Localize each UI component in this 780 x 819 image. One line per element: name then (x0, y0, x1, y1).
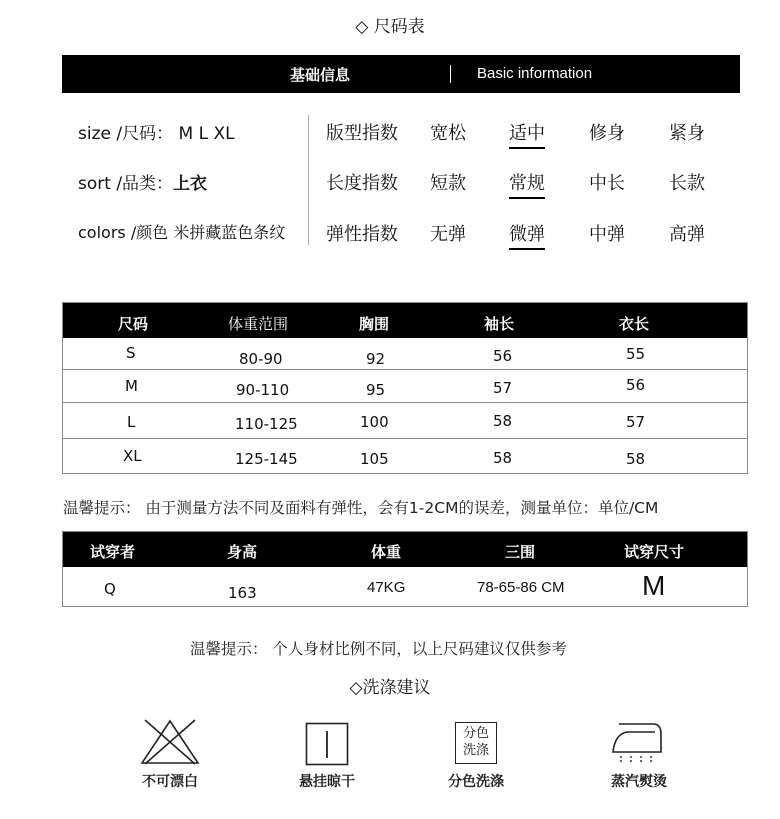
length-option-mid: 中长 (589, 173, 625, 194)
basic-info-bar (62, 55, 740, 93)
reference-note: 温馨提示： 个人身材比例不同，以上尺码建议仅供参考 (190, 640, 567, 658)
table-cell: 110-125 (235, 415, 298, 433)
sort-label: sort /品类： (78, 174, 174, 194)
model-measurements: 78-65-86 CM (477, 579, 565, 596)
model-table-header (63, 532, 747, 567)
model-height: 163 (228, 584, 257, 602)
size-table-header (63, 303, 747, 338)
table-cell: 58 (626, 450, 646, 468)
basic-info-en: Basic information (477, 65, 593, 82)
header-size: 尺码 (118, 315, 149, 333)
stretch-option-high: 高弹 (669, 224, 705, 245)
model-name: Q (104, 580, 116, 598)
table-cell: 56 (626, 376, 646, 394)
header-length: 衣长 (619, 315, 650, 333)
table-cell: 57 (626, 413, 646, 431)
model-fit-size: M (642, 570, 666, 601)
care-label-no-bleach: 不可漂白 (142, 774, 198, 790)
table-cell: 90-110 (236, 381, 290, 399)
length-option-long: 长款 (669, 173, 705, 194)
table-cell: 100 (360, 413, 389, 431)
hang-dry-icon (305, 722, 349, 766)
table-cell: 105 (360, 450, 389, 468)
header-weight-range: 体重范围 (228, 315, 289, 333)
header-measurements: 三围 (505, 543, 536, 561)
fit-option-slim: 修身 (589, 123, 625, 144)
sort-info (78, 169, 207, 194)
colors-info: colors /颜色 米拼藏蓝色条纹 (78, 223, 286, 242)
fit-option-regular-selected: 适中 (509, 119, 545, 149)
stretch-option-medium: 中弹 (589, 224, 625, 245)
header-height: 身高 (227, 543, 258, 561)
length-option-short: 短款 (430, 173, 466, 194)
row-divider (63, 402, 747, 403)
measurement-note: 温馨提示： 由于测量方法不同及面料有弹性，会有1-2CM的误差，测量单位：单位/CM (63, 499, 659, 517)
row-divider (63, 438, 747, 439)
steam-iron-icon (609, 716, 667, 768)
wash-separately-icon (455, 722, 497, 764)
table-cell: 80-90 (239, 350, 283, 368)
table-cell: 125-145 (235, 450, 298, 468)
table-cell: S (126, 344, 136, 362)
table-cell: 58 (493, 412, 513, 430)
table-cell: M (125, 377, 138, 395)
basic-info-cn: 基础信息 (290, 66, 351, 84)
length-index-label: 长度指数 (326, 173, 398, 194)
table-cell: 58 (493, 449, 513, 467)
care-label-hang-dry: 悬挂晾干 (299, 774, 355, 790)
table-cell: 95 (366, 381, 386, 399)
icon-text-line: 分色 (462, 726, 489, 741)
model-table (62, 531, 748, 607)
care-label-steam-iron: 蒸汽熨烫 (611, 774, 667, 790)
stretch-index-label: 弹性指数 (326, 224, 398, 245)
model-weight: 47KG (367, 579, 406, 596)
fit-option-loose: 宽松 (430, 123, 466, 144)
stretch-option-none: 无弹 (430, 224, 466, 245)
wash-title: ◇洗涤建议 (349, 678, 431, 698)
table-cell: XL (123, 447, 142, 465)
info-divider (308, 115, 309, 245)
row-divider (63, 369, 747, 370)
table-cell: 55 (626, 345, 646, 363)
header-model: 试穿者 (90, 543, 136, 561)
fit-option-tight: 紧身 (669, 123, 705, 144)
sort-value: 上衣 (173, 174, 208, 194)
no-bleach-icon (139, 718, 201, 766)
length-option-regular-selected: 常规 (509, 169, 545, 199)
page-title: ◇ 尺码表 (355, 17, 425, 37)
icon-text-line: 洗涤 (462, 743, 489, 758)
table-cell: L (127, 413, 136, 431)
table-cell: 92 (366, 350, 386, 368)
care-label-wash-separately: 分色洗涤 (448, 774, 504, 790)
header-weight: 体重 (371, 543, 402, 561)
header-chest: 胸围 (359, 315, 390, 333)
bar-divider (450, 65, 451, 83)
table-cell: 56 (493, 347, 513, 365)
table-cell: 57 (493, 379, 513, 397)
header-sleeve: 袖长 (484, 315, 515, 333)
header-fit-size: 试穿尺寸 (624, 543, 685, 561)
fit-index-label: 版型指数 (326, 123, 398, 144)
stretch-option-slight-selected: 微弹 (509, 220, 545, 250)
size-table (62, 302, 748, 474)
size-info: size /尺码： M L XL (78, 124, 235, 144)
